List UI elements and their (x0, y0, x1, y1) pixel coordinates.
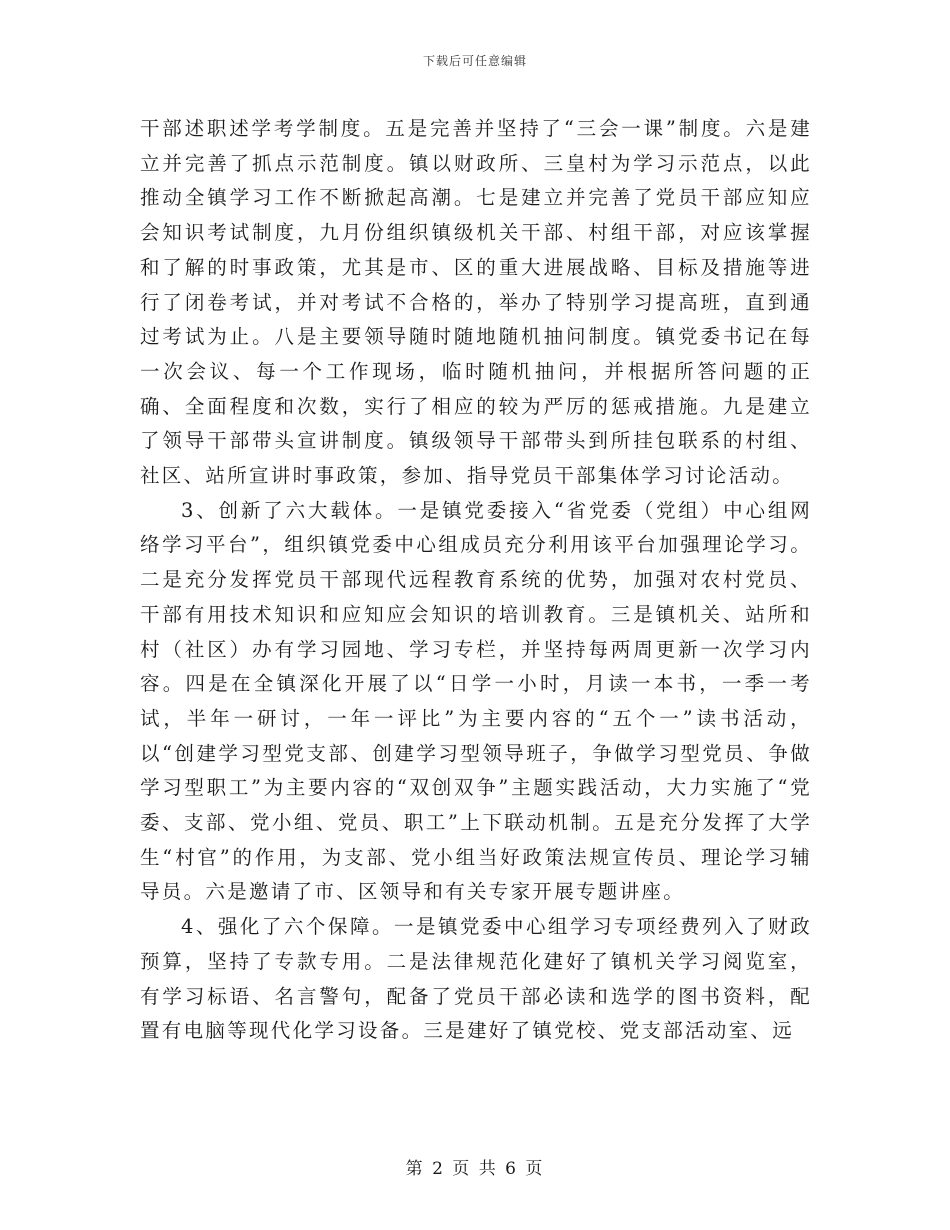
page-number: 第 2 页 共 6 页 (405, 1159, 545, 1179)
paragraph-section-3: 3、创新了六大载体。一是镇党委接入“省党委（党组）中心组网络学习平台”，组织镇党委中心组成员充分利用该平台加强理论学习。二是充分发挥党员干部现代远程教育系统的优势，加强对农村党员、干部有用技术知识和应知应会知识的培训教育。三是镇机关、站所和村（社区）办有学习园地、学习专栏，并坚持每两周更新一次学习内容。四是在全镇深化开展了以“日学一小时，月读一本书，一季一考试，半年一研讨，一年一评比”为主要内容的“五个一”读书活动，以“创建学习型党支部、创建学习型领导班子，争做学习型党员、争做学习型职工”为主要内容的“双创双争”主题实践活动，大力实施了“党委、支部、党小组、党员、职工”上下联动机制。五是充分发挥了大学生“村官”的作用，为支部、党小组当好政策法规宣传员、理论学习辅导员。六是邀请了市、区领导和有关专家开展专题讲座。 (140, 498, 812, 904)
document-body (140, 112, 812, 1049)
paragraph-section-4: 4、强化了六个保障。一是镇党委中心组学习专项经费列入了财政预算，坚持了专款专用。二是法律规范化建好了镇机关学习阅览室，有学习标语、名言警句，配备了党员干部必读和选学的图书资料，配置有电脑等现代化学习设备。三是建好了镇党校、党支部活动室、远 (140, 915, 812, 1043)
paragraph-continuation: 干部述职述学考学制度。五是完善并坚持了“三会一课”制度。六是建立并完善了抓点示范制度。镇以财政所、三皇村为学习示范点，以此推动全镇学习工作不断掀起高潮。七是建立并完善了党员干部应知应会知识考试制度，九月份组织镇级机关干部、村组干部，对应该掌握和了解的时事政策，尤其是市、区的重大进展战略、目标及措施等进行了闭卷考试，并对考试不合格的，举办了特别学习提高班，直到通过考试为止。八是主要领导随时随地随机抽问制度。镇党委书记在每一次会议、每一个工作现场，临时随机抽问，并根据所答问题的正确、全面程度和次数，实行了相应的较为严厉的惩戒措施。九是建立了领导干部带头宣讲制度。镇级领导干部带头到所挂包联系的村组、社区、站所宣讲时事政策，参加、指导党员干部集体学习讨论活动。 (140, 117, 812, 488)
page-header-note: 下载后可任意编辑 (422, 54, 527, 68)
